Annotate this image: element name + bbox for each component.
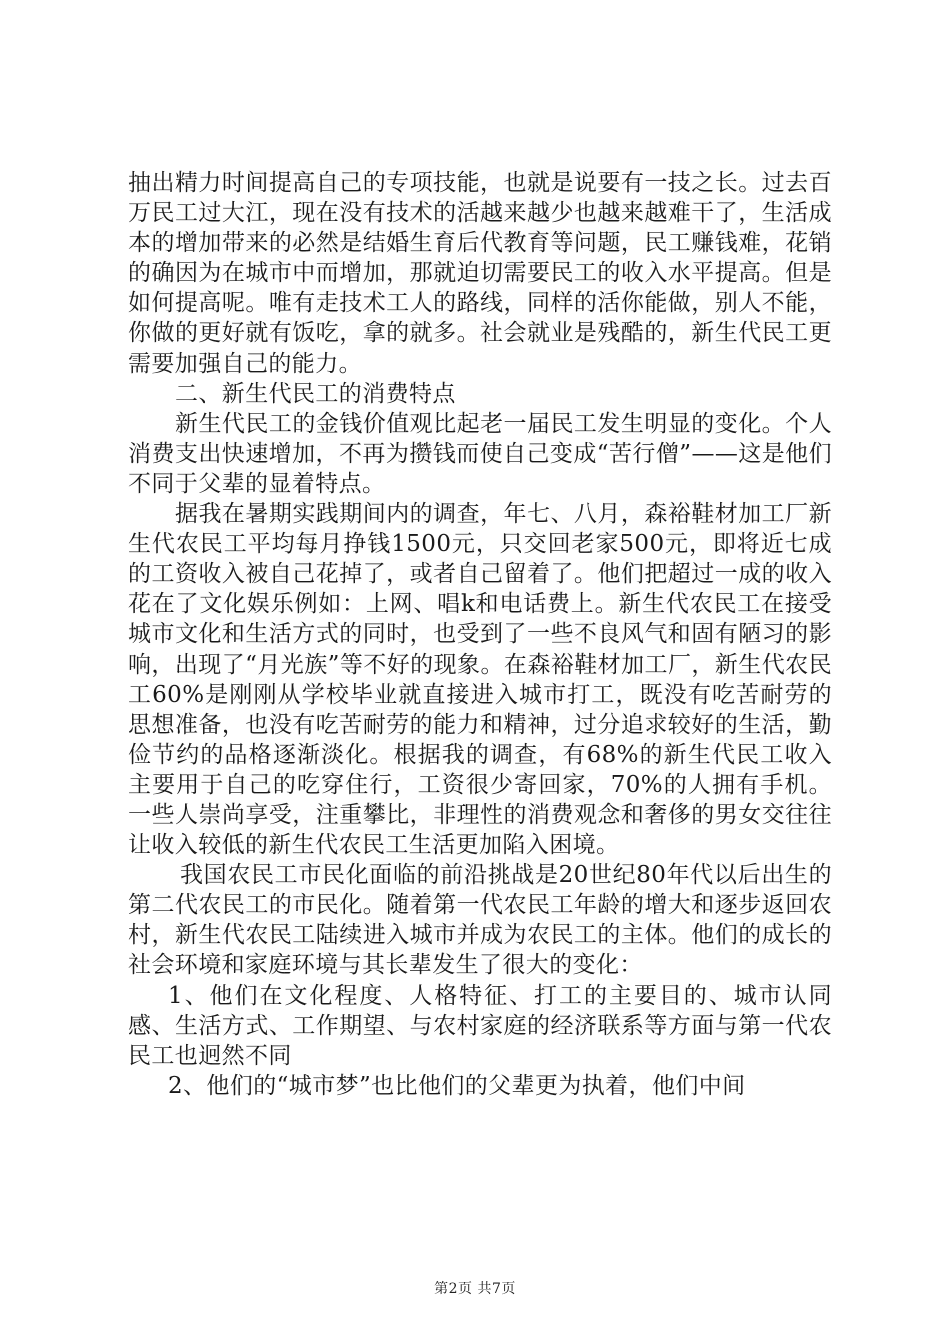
document-body — [128, 168, 832, 1101]
paragraph-urbanization: 我国农民工市民化面临的前沿挑战是20世纪80年代以后出生的第二代农民工的市民化。随着第一代农民工年龄的增大和逐步返回农村，新生代农民工陆续进入城市并成为农民工的主体。他们的成长的社会环境和家庭环境与其长辈发生了很大的变化： — [128, 862, 832, 979]
paragraph-money-values: 新生代民工的金钱价值观比起老一届民工发生明显的变化。个人消费支出快速增加，不再为攒钱而使自己变成“苦行僧”——这是他们不同于父辈的显着特点。 — [128, 410, 832, 497]
paragraph-survey: 据我在暑期实践期间内的调查，年七、八月，森裕鞋材加工厂新生代农民工平均每月挣钱1500元，只交回老家500元，即将近七成的工资收入被自己花掉了，或者自己留着了。他们把超过一成的收入花在了文化娱乐例如：上网、唱k和电话费上。新生代农民工在接受城市文化和生活方式的同时，也受到了一些不良风气和固有陋习的影响，出现了“月光族”等不好的现象。在森裕鞋材加工厂，新生代农民工60%是刚刚从学校毕业就直接进入城市打工，既没有吃苦耐劳的思想准备，也没有吃苦耐劳的能力和精神，过分追求较好的生活，勤俭节约的品格逐渐淡化。根据我的调查，有68%的新生代民工收入主要用于自己的吃穿住行，工资很少寄回家，70%的人拥有手机。一些人崇尚享受，注重攀比，非理性的消费观念和奢侈的男女交往往让收入较低的新生代农民工生活更加陷入困境。 — [128, 501, 832, 859]
list-item-1: 1、他们在文化程度、人格特征、打工的主要目的、城市认同感、生活方式、工作期望、与农村家庭的经济联系等方面与第一代农民工也迥然不同 — [128, 982, 832, 1069]
paragraph-skills: 抽出精力时间提高自己的专项技能，也就是说要有一技之长。过去百万民工过大江，现在没有技术的活越来越少也越来越难干了，生活成本的增加带来的必然是结婚生育后代教育等问题，民工赚钱难，花销的确因为在城市中而增加，那就迫切需要民工的收入水平提高。但是如何提高呢。唯有走技术工人的路线，同样的活你能做，别人不能，你做的更好就有饭吃，拿的就多。社会就业是残酷的，新生代民工更需要加强自己的能力。 — [128, 170, 832, 377]
page-footer: 第2页 共7页 — [434, 1281, 516, 1297]
section-heading-consumption: 二、新生代民工的消费特点 — [175, 380, 456, 407]
list-item-2: 2、他们的“城市梦”也比他们的父辈更为执着，他们中间 — [168, 1072, 746, 1099]
